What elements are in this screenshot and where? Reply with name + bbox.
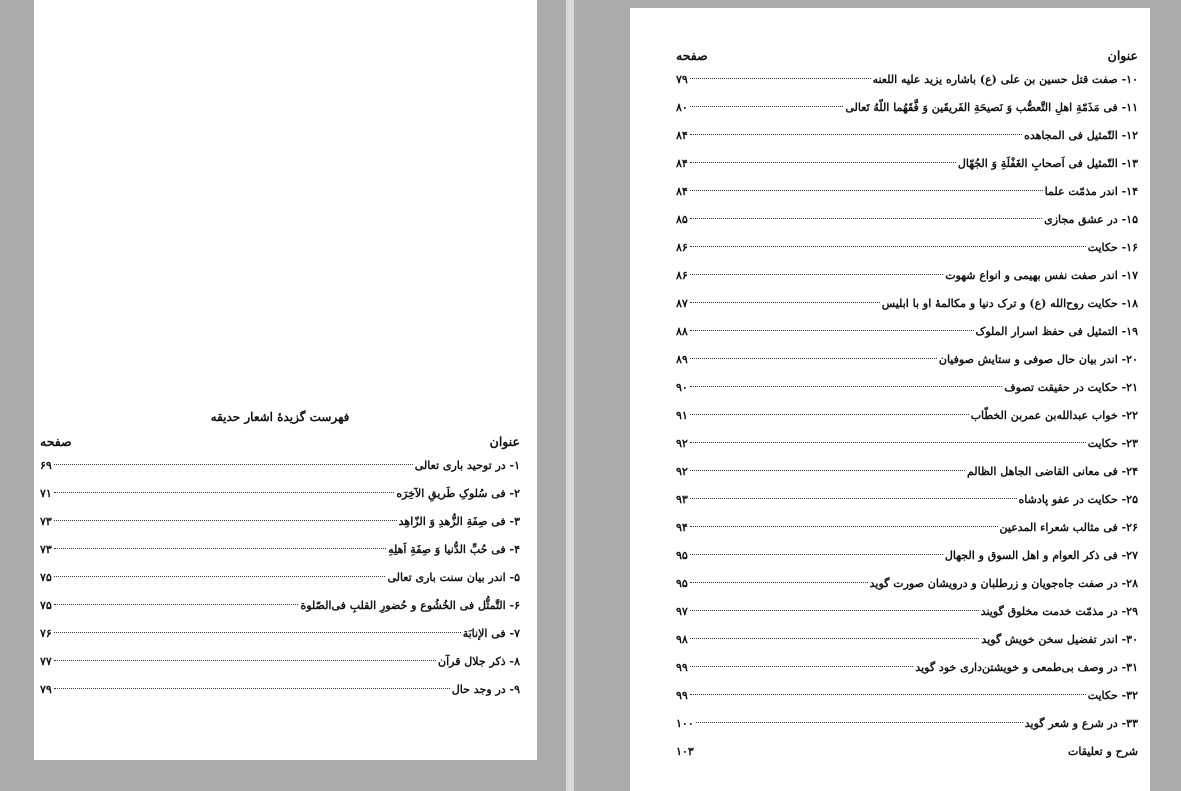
toc-entry [676,514,1138,542]
dot-leader [54,604,299,605]
dot-leader [54,632,461,633]
entry-title: ۱۴- اندر مذمّت علما [1044,185,1138,198]
dot-leader [690,498,1017,499]
dot-leader [690,190,1043,191]
dot-leader [690,218,1042,219]
entry-page-number: ۸۷ [676,297,688,310]
entry-page-number: ۸۶ [676,269,688,282]
toc-entry [676,94,1138,122]
page-column-header: صفحه [676,47,708,63]
dot-leader [690,610,979,611]
toc-entry [676,66,1138,94]
toc-entry [676,458,1138,486]
left-toc [40,410,520,704]
entry-title: ۱۲- التّمثیل فی المجاهده [1024,129,1138,142]
entry-page-number: ۹۷ [676,605,688,618]
toc-entry [40,452,520,480]
dot-leader [690,666,914,667]
toc-entry [676,262,1138,290]
toc-entry [676,710,1138,738]
entry-title: ۳۰- اندر تفضیل سخن خویش گوید [981,633,1138,646]
entry-page-number: ۸۴ [676,157,688,170]
entry-title: ۴- فی حُبِّ الدُّنیا وَ صِفَةِ اَهلِهِ [388,543,520,556]
entry-title: ۲۷- فی ذکر العوام و اهل السوق و الجهال [944,549,1138,562]
entry-page-number: ۸۹ [676,353,688,366]
entry-title: ۲۳- حکایت [1087,437,1138,450]
page-column-header: صفحه [40,433,72,449]
dot-leader [54,660,436,661]
entry-title: ۳- فی صِفَةِ الزُّهدِ وَ الزّاهِد [398,515,520,528]
entry-title: ۱۸- حکایت روح‌الله (ع) و ترک دنیا و مکالمهٔ او با ابلیس [881,297,1138,310]
entry-title: ۱- در توحید باری تعالی [414,459,520,472]
dot-leader [690,274,943,275]
toc-header [40,430,520,452]
toc-entry [676,486,1138,514]
title-column-header: عنوان [489,433,520,449]
entry-title: ۳۱- در وصف بی‌طمعی و خویشتن‌داری خود گوید [915,661,1138,674]
toc-entry [676,290,1138,318]
entry-page-number: ۷۵ [40,599,52,612]
dot-leader [690,162,956,163]
entry-title: ۲۲- خواب عبدالله‌بن عمربن الخطّاب [970,409,1138,422]
entry-title: ۲۸- در صفت جاه‌جویان و زرطلبان و درویشان صورت گوید [869,577,1138,590]
entry-page-number: ۹۵ [676,549,688,562]
entry-page-number: ۹۹ [676,661,688,674]
entry-page-number: ۷۶ [40,627,52,640]
dot-leader [690,442,1086,443]
entry-page-number: ۹۵ [676,577,688,590]
dot-leader [690,470,965,471]
toc-entry [676,178,1138,206]
entry-page-number: ۱۰۰ [676,717,694,730]
entry-title: ۲۶- فی مثالب شعراء المدعین [999,521,1138,534]
entry-title: ۱۱- فی مَذَمّةِ اهلِ التَّعصُّب وَ نَصیحَةِ الفَریقَین وَ فَّقَهُما اللّهُ تَعالی [845,101,1138,114]
toc-entry [676,206,1138,234]
entry-title: ۲۱- حکایت در حقیقت تصوف [1004,381,1138,394]
entry-page-number: ۶۹ [40,459,52,472]
entry-title: ۱۰- صفت قتل حسین بن علی (ع) باشاره یزید علیه اللعنه [872,73,1138,86]
right-toc [676,44,1138,766]
title-column-header: عنوان [1107,47,1138,63]
entry-title: ۱۳- التّمثیل فی اَصحابِ الغَفْلَةِ وَ الجُهّال [957,157,1138,170]
entry-title: ۱۹- التمثیل فی حفظ اسرار الملوک [975,325,1138,338]
dot-leader [690,106,844,107]
entry-page-number: ۷۳ [40,515,52,528]
toc-entry [676,626,1138,654]
entry-page-number: ۸۵ [676,213,688,226]
dot-leader [690,78,871,79]
entry-title: ۲- فی سُلوکِ طَریقِ الآخِرَه [396,487,520,500]
entry-title: ۲۰- اندر بیان حال صوفی و ستایش صوفیان [938,353,1138,366]
entry-page-number: ۹۸ [676,633,688,646]
entry-page-number: ۹۴ [676,521,688,534]
dot-leader [690,330,974,331]
dot-leader [690,302,880,303]
entry-page-number: ۱۰۳ [676,745,694,758]
toc-entry [676,570,1138,598]
toc-entry [676,346,1138,374]
entry-page-number: ۹۹ [676,689,688,702]
entry-page-number: ۸۶ [676,241,688,254]
dot-leader [54,492,395,493]
dot-leader [690,134,1022,135]
dot-leader [690,386,1002,387]
toc-entry [40,536,520,564]
toc-entry [40,480,520,508]
dot-leader [690,694,1086,695]
toc-entry [676,122,1138,150]
entry-title: ۲۴- فی معانی القاضی الجاهل الظالم [966,465,1138,478]
entry-title: ۱۵- در عشق مجازی [1044,213,1138,226]
dot-leader [696,722,1023,723]
entry-page-number: ۸۴ [676,129,688,142]
dot-leader [690,554,943,555]
entry-page-number: ۷۹ [676,73,688,86]
toc-entries [676,66,1138,766]
toc-entry [676,654,1138,682]
entry-page-number: ۷۷ [40,655,52,668]
entry-page-number: ۸۰ [676,101,688,114]
entry-page-number: ۷۱ [40,487,52,500]
entry-page-number: ۹۲ [676,437,688,450]
entry-page-number: ۹۲ [676,465,688,478]
toc-entry [676,598,1138,626]
dot-leader [690,638,980,639]
entry-title: ۱۶- حکایت [1087,241,1138,254]
entry-title: ۲۹- در مذمّت خدمت مخلوق گویند [980,605,1138,618]
toc-header [676,44,1138,66]
toc-entry [676,318,1138,346]
toc-entry [676,234,1138,262]
entry-title: ۶- التَّمثُّل فی الخُشُوع و حُضورِ القلبِ فی‌الصّلوة [300,599,520,612]
toc-entry [40,508,520,536]
dot-leader [54,548,386,549]
dot-leader [690,414,969,415]
toc-entry [676,150,1138,178]
entry-title: ۳۳- در شرع و شعر گوید [1024,717,1138,730]
dot-leader [54,520,397,521]
toc-entry [676,542,1138,570]
dot-leader [690,526,998,527]
entry-title: شرح و تعلیقات [1068,745,1138,758]
toc-entry [40,676,520,704]
toc-entries [40,452,520,704]
entry-page-number: ۸۴ [676,185,688,198]
entry-page-number: ۷۹ [40,683,52,696]
toc-entry [40,648,520,676]
toc-entry [676,374,1138,402]
left-page [34,0,537,760]
toc-entry [40,620,520,648]
toc-entry [676,682,1138,710]
entry-page-number: ۹۳ [676,493,688,506]
toc-entry [40,564,520,592]
dot-leader [690,246,1086,247]
toc-entry [676,430,1138,458]
entry-page-number: ۷۳ [40,543,52,556]
toc-title: فهرست گزیدهٔ اشعار حدیقه [210,410,350,424]
entry-title: ۹- در وجد حال [451,683,520,696]
entry-title: ۲۵- حکایت در عفو پادشاه [1018,493,1138,506]
toc-entry [40,592,520,620]
entry-title: ۷- فی الإنابَة [462,627,520,640]
toc-entry [676,402,1138,430]
entry-page-number: ۹۰ [676,381,688,394]
entry-title: ۵- اندر بیان سنت باری تعالی [387,571,520,584]
page-gutter [566,0,574,791]
dot-leader [54,464,413,465]
entry-page-number: ۸۸ [676,325,688,338]
dot-leader [54,576,386,577]
entry-title: ۸- ذکر جلال قرآن [438,655,520,668]
entry-title: ۱۷- اندر صفت نفس بهیمی و انواع شهوت [945,269,1138,282]
right-page [630,8,1150,791]
entry-page-number: ۷۵ [40,571,52,584]
dot-leader [690,582,868,583]
toc-entry [676,738,1138,766]
entry-page-number: ۹۱ [676,409,688,422]
entry-title: ۳۲- حکایت [1087,689,1138,702]
dot-leader [690,358,937,359]
dot-leader [54,688,450,689]
